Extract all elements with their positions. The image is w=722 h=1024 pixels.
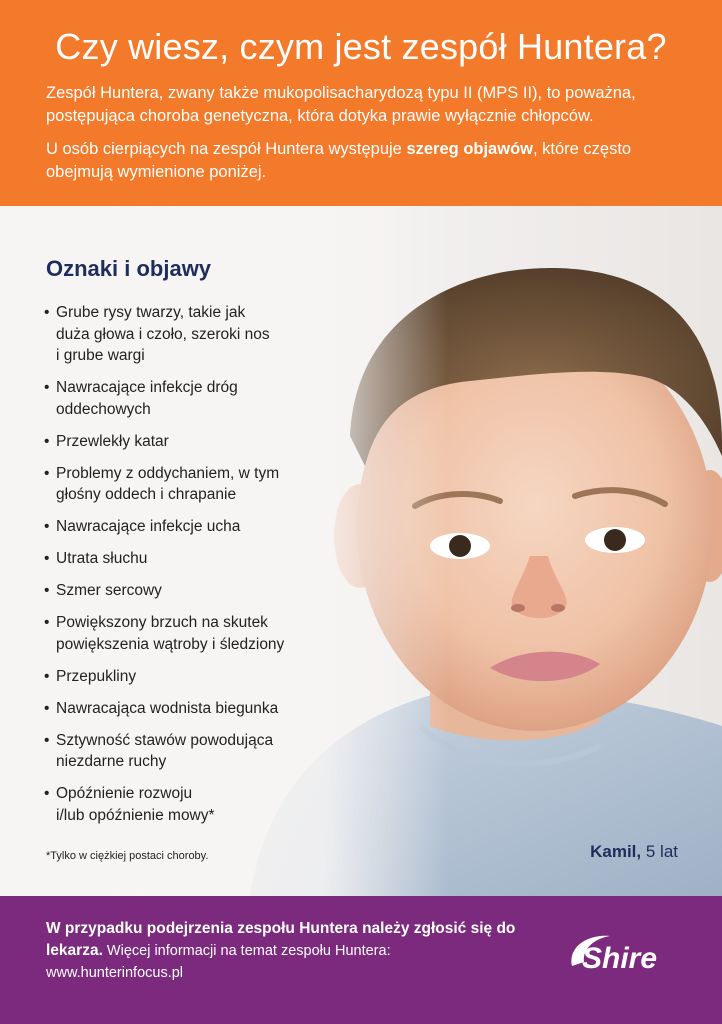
symptom-item [44, 730, 344, 773]
symptom-line: oddechowych [56, 400, 151, 418]
shire-logo [566, 926, 676, 980]
symptom-line: Nawracające infekcje dróg [56, 379, 238, 396]
symptom-line: Nawracające infekcje ucha [56, 518, 241, 535]
photo-caption [590, 842, 678, 862]
symptom-line: Przewlekły katar [56, 432, 169, 450]
symptom-line: głośny oddech i chrapanie [56, 486, 237, 503]
shire-logo-text: Shire [582, 942, 658, 975]
symptom-item [44, 463, 344, 506]
symptoms-list [44, 302, 344, 837]
intro-paragraph: Zespół Huntera, zwany także mukopolisacharydozą typu II (MPS II), to poważna, postępująca choroba genetyczna, która dotyka prawie wyłącznie chłopców. [46, 84, 636, 125]
symptom-item [44, 666, 344, 688]
symptom-item [44, 377, 344, 420]
shire-logo-mark [566, 926, 676, 980]
symptom-item [44, 431, 344, 453]
symptoms-intro-text: U osób cierpiących na zespół Huntera występuje [46, 140, 407, 158]
caption-age: 5 lat [645, 842, 678, 861]
footer-text [46, 918, 566, 984]
caption-name: Kamil, [590, 842, 642, 861]
symptom-line: Szmer sercowy [56, 582, 162, 599]
symptom-line: powiększenia wątroby i śledziony [56, 635, 285, 653]
symptom-line: Powiększony brzuch na skutek [56, 614, 268, 631]
symptom-line: Przepukliny [56, 667, 137, 685]
footer-info-text: Więcej informacji na temat zespołu Huntera: [106, 943, 391, 959]
header-banner [0, 0, 722, 206]
symptom-line: Sztywność stawów powodująca [56, 731, 274, 749]
symptom-line: duża głowa i czoło, szeroki nos [56, 325, 270, 343]
symptom-line: Utrata słuchu [56, 550, 148, 567]
symptom-item [44, 698, 344, 720]
symptoms-heading: Oznaki i objawy [46, 256, 212, 281]
symptom-item [44, 516, 344, 538]
symptom-line: i/lub opóźnienie mowy* [56, 806, 215, 824]
symptoms-intro-bold: szereg objawów [406, 140, 533, 158]
footer-banner [0, 896, 722, 1024]
symptom-line: Opóźnienie rozwoju [56, 785, 193, 802]
symptoms-intro-paragraph [46, 138, 686, 184]
symptoms-intro-text-end: , które często obejmują wymienione poniżej. [46, 140, 632, 181]
symptom-item [44, 548, 344, 570]
symptom-line: Problemy z oddychaniem, w tym [56, 464, 280, 482]
symptom-line: Grube rysy twarzy, takie jak [56, 304, 246, 321]
symptom-line: i grube wargi [56, 347, 145, 364]
footnote: *Tylko w ciężkiej postaci choroby. [46, 850, 209, 862]
symptom-line: niezdarne ruchy [56, 753, 167, 770]
page-title: Czy wiesz, czym jest zespół Huntera? [55, 26, 667, 67]
symptom-item [44, 302, 344, 367]
symptom-item [44, 580, 344, 602]
content-area [0, 206, 722, 896]
footer-url-link[interactable]: www.hunterinfocus.pl [46, 965, 184, 981]
symptom-item [44, 783, 344, 826]
symptom-line: Nawracająca wodnista biegunka [56, 699, 279, 717]
symptom-item [44, 612, 344, 655]
footer-bold-text: W przypadku podejrzenia zespołu Huntera należy zgłosić się do lekarza. [46, 920, 516, 959]
